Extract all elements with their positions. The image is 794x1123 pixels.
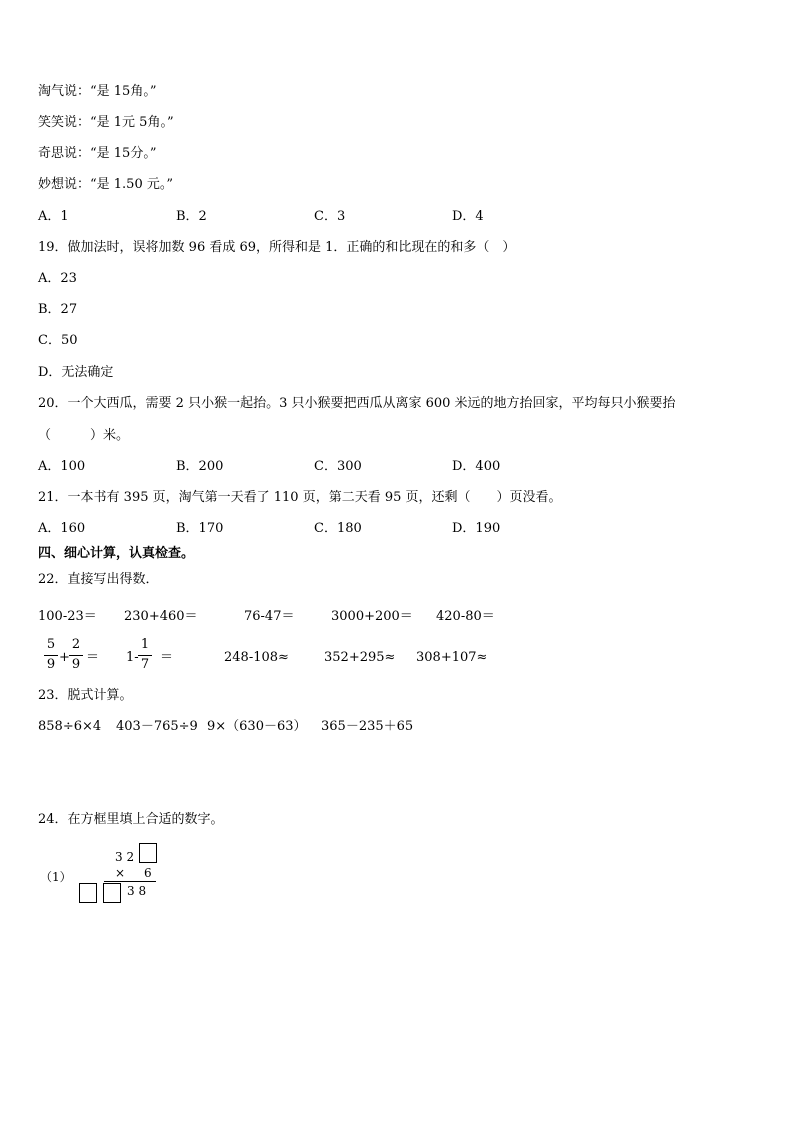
q18-statement-xiaoxiao: 笑笑说：“是 1元 5角。”	[38, 115, 174, 130]
q19-option-c: C．50	[38, 333, 78, 348]
q22-expr-5: 420-80＝	[436, 609, 495, 624]
q19-option-d: D．无法确定	[38, 365, 114, 380]
fraction-numerator: 1	[140, 637, 150, 652]
q24-part-label: （1）	[40, 870, 72, 884]
q24-multiplicand: 3 2	[115, 850, 135, 864]
q22-estimate-3: 308+107≈	[416, 650, 488, 665]
q22-title: 22．直接写出得数．	[38, 572, 159, 587]
q23-expr-4: 365－235＋65	[321, 719, 414, 734]
q24-answer-box-product-2[interactable]	[103, 883, 121, 903]
q22-fraction-five-ninths	[44, 638, 58, 672]
q22-estimate-1: 248-108≈	[224, 650, 289, 665]
fraction-denominator: 7	[140, 657, 150, 672]
q24-product-digits: 3 8	[127, 884, 147, 898]
q22-expr-2: 230+460＝	[124, 609, 198, 624]
q20-question-line1: 20．一个大西瓜，需要 2 只小猴一起抬。3 只小猴要把西瓜从离家 600 米远的地方抬回家，平均每只小猴要抬	[38, 396, 676, 411]
q22-expr-1: 100-23＝	[38, 609, 97, 624]
q22-expr-3: 76-47＝	[244, 609, 295, 624]
fraction-numerator: 2	[71, 637, 81, 652]
q22-fraction-one-seventh	[138, 638, 152, 672]
q21-option-d: D．190	[452, 521, 501, 536]
q21-option-a: A．160	[38, 521, 86, 536]
q18-statement-miaoxiang: 妙想说：“是 1.50 元。”	[38, 177, 174, 192]
q18-option-a: A．1	[38, 209, 69, 224]
q24-times-sign: ×	[115, 866, 126, 880]
q18-statement-qisi: 奇思说：“是 15分。”	[38, 146, 157, 161]
q18-option-d: D．4	[452, 209, 484, 224]
q22-frac2-prefix: 1-	[126, 650, 139, 665]
q19-question: 19．做加法时，误将加数 96 看成 69，所得和是 1．正确的和比现在的和多（ ）	[38, 240, 516, 255]
q22-estimate-2: 352+295≈	[324, 650, 396, 665]
q22-frac1-equals: ＝	[86, 650, 100, 665]
q18-option-b: B．2	[176, 209, 207, 224]
q22-fraction-two-ninths	[69, 638, 83, 672]
q20-option-d: D．400	[452, 459, 501, 474]
fraction-numerator: 5	[46, 637, 56, 652]
q19-option-b: B．27	[38, 302, 78, 317]
q18-option-c: C．3	[314, 209, 346, 224]
q21-question: 21．一本书有 395 页，淘气第一天看了 110 页，第二天看 95 页，还剩（ ）页没看。	[38, 490, 562, 505]
fraction-bar	[138, 655, 152, 656]
q23-expr-3: 9×（630－63）	[207, 719, 307, 734]
fraction-denominator: 9	[71, 657, 81, 672]
q23-expr-2: 403－765÷9	[116, 719, 198, 734]
q24-answer-box-product-1[interactable]	[79, 883, 97, 903]
q21-option-c: C．180	[314, 521, 362, 536]
fraction-bar	[69, 655, 83, 656]
q22-frac2-equals: ＝	[160, 650, 174, 665]
section-4-title: 四、细心计算，认真检查。	[38, 546, 195, 561]
q23-title: 23．脱式计算。	[38, 688, 133, 703]
q23-expr-1: 858÷6×4	[38, 719, 102, 734]
q20-option-b: B．200	[176, 459, 224, 474]
q22-expr-4: 3000+200＝	[331, 609, 413, 624]
q19-option-a: A．23	[38, 271, 77, 286]
fraction-bar	[44, 655, 58, 656]
q20-question-line2: （ ）米。	[38, 428, 130, 443]
q20-option-a: A．100	[38, 459, 86, 474]
q24-title: 24．在方框里填上合适的数字。	[38, 812, 224, 827]
q24-multiplication-line	[104, 881, 156, 882]
q24-multiplier: 6	[144, 866, 152, 880]
q21-option-b: B．170	[176, 521, 224, 536]
q24-answer-box-multiplicand[interactable]	[139, 843, 157, 863]
q18-statement-taoqi: 淘气说：“是 15角。”	[38, 84, 157, 99]
q22-plus-sign: +	[59, 650, 70, 665]
fraction-denominator: 9	[46, 657, 56, 672]
q20-option-c: C．300	[314, 459, 362, 474]
